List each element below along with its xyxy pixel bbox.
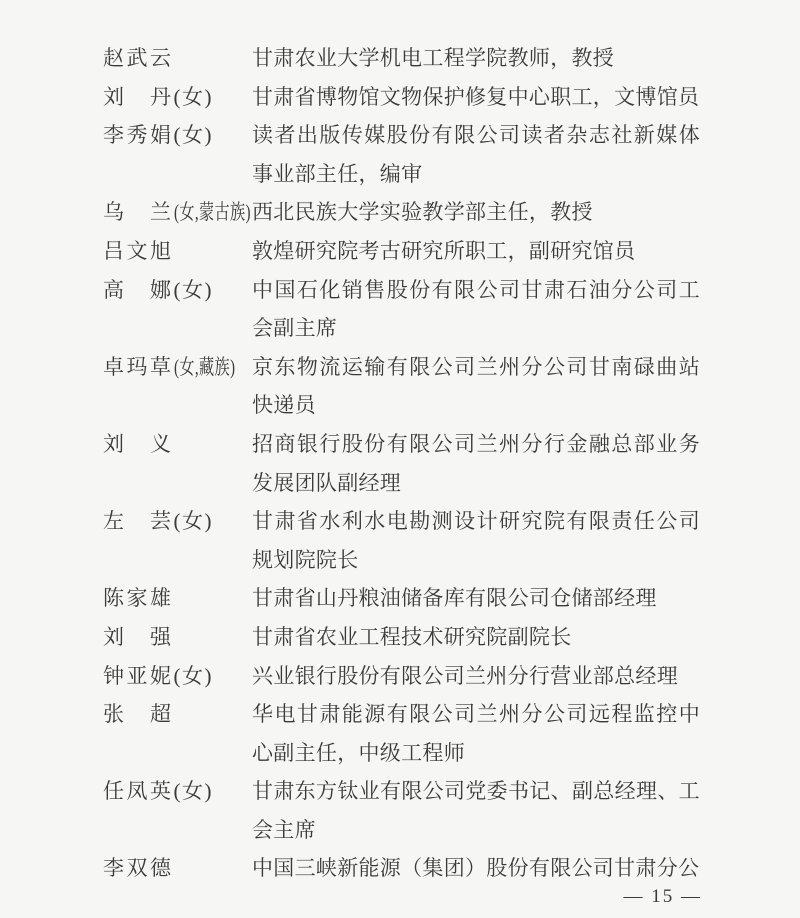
name-cell bbox=[103, 657, 252, 696]
list-item bbox=[103, 78, 703, 117]
person-name: 陈家雄 bbox=[103, 586, 174, 611]
list-item bbox=[103, 39, 703, 78]
person-name: 乌 兰 bbox=[103, 200, 174, 225]
person-name: 刘 义 bbox=[103, 431, 174, 456]
list-item bbox=[103, 425, 703, 502]
name-cell bbox=[103, 502, 252, 541]
person-position-description bbox=[252, 39, 700, 78]
name-cell bbox=[103, 579, 252, 618]
name-cell bbox=[103, 193, 252, 232]
person-gender-ethnic-note: (女,藏族) bbox=[173, 354, 235, 379]
name-cell bbox=[103, 78, 252, 117]
person-name: 左 芸 bbox=[103, 509, 174, 534]
person-name: 张 超 bbox=[103, 702, 174, 727]
description-line: 心副主任，中级工程师 bbox=[252, 740, 465, 765]
person-position-description bbox=[252, 579, 700, 618]
name-cell bbox=[103, 232, 252, 271]
list-item bbox=[103, 579, 703, 618]
description-line: 甘肃省山丹粮油储备库有限公司仓储部经理 bbox=[252, 586, 657, 611]
person-name: 卓玛草 bbox=[103, 354, 174, 379]
description-line: 发展团队副经理 bbox=[252, 470, 402, 495]
page-number: — 15 — bbox=[623, 886, 702, 907]
person-gender-ethnic-note: (女) bbox=[173, 84, 213, 109]
person-position-description bbox=[252, 657, 700, 696]
person-gender-ethnic-note: (女) bbox=[173, 663, 213, 688]
person-name: 刘 强 bbox=[103, 624, 174, 649]
name-cell bbox=[103, 772, 252, 811]
person-name: 刘 丹 bbox=[103, 84, 174, 109]
list-item bbox=[103, 232, 703, 271]
name-cell bbox=[103, 116, 252, 155]
person-name: 李双德 bbox=[103, 856, 174, 881]
person-name: 钟亚妮 bbox=[103, 663, 174, 688]
list-item bbox=[103, 618, 703, 657]
name-cell bbox=[103, 849, 252, 888]
description-line: 京东物流运输有限公司兰州分公司甘南碌曲站 bbox=[252, 354, 700, 379]
person-gender-ethnic-note: (女) bbox=[173, 779, 213, 804]
description-line: 事业部主任，编审 bbox=[252, 161, 423, 186]
description-line: 读者出版传媒股份有限公司读者杂志社新媒体 bbox=[252, 123, 700, 148]
person-gender-ethnic-note: (女) bbox=[173, 277, 213, 302]
list-item bbox=[103, 772, 703, 849]
name-cell bbox=[103, 271, 252, 310]
person-position-description bbox=[252, 618, 700, 657]
person-position-description bbox=[252, 116, 700, 193]
description-line: 甘肃省水利水电勘测设计研究院有限责任公司 bbox=[252, 509, 700, 534]
person-name: 赵武云 bbox=[103, 46, 174, 70]
list-item bbox=[103, 116, 703, 193]
person-position-description bbox=[252, 772, 700, 849]
description-line: 敦煌研究院考古研究所职工，副研究馆员 bbox=[252, 238, 636, 263]
description-line: 规划院院长 bbox=[252, 547, 359, 572]
person-position-description bbox=[252, 425, 700, 502]
list-item bbox=[103, 271, 703, 348]
person-gender-ethnic-note: (女) bbox=[173, 509, 213, 534]
person-name: 任凤英 bbox=[103, 779, 174, 804]
description-line: 中国三峡新能源（集团）股份有限公司甘肃分公 bbox=[252, 856, 700, 881]
person-position-description bbox=[252, 271, 700, 348]
description-line: 兴业银行股份有限公司兰州分行营业部总经理 bbox=[252, 663, 678, 688]
description-line: 快递员 bbox=[252, 393, 316, 418]
person-gender-ethnic-note: (女) bbox=[173, 123, 213, 148]
list-item bbox=[103, 695, 703, 772]
description-line: 会副主席 bbox=[252, 316, 338, 341]
person-position-description bbox=[252, 348, 700, 425]
list-item bbox=[103, 502, 703, 579]
description-line: 甘肃东方钛业有限公司党委书记、副总经理、工 bbox=[252, 779, 700, 804]
description-line: 中国石化销售股份有限公司甘肃石油分公司工 bbox=[252, 277, 700, 302]
person-position-description bbox=[252, 78, 700, 117]
person-name: 高 娜 bbox=[103, 277, 174, 302]
name-cell bbox=[103, 425, 252, 464]
person-name: 李秀娟 bbox=[103, 123, 174, 148]
name-cell bbox=[103, 39, 252, 78]
list-item bbox=[103, 657, 703, 696]
description-line: 会主席 bbox=[252, 817, 316, 842]
description-line: 华电甘肃能源有限公司兰州分公司远程监控中 bbox=[252, 702, 700, 727]
person-position-description bbox=[252, 695, 700, 772]
list-item bbox=[103, 849, 703, 888]
list-item bbox=[103, 348, 703, 425]
description-line: 西北民族大学实验教学部主任，教授 bbox=[252, 200, 593, 225]
name-cell bbox=[103, 618, 252, 657]
honoree-list bbox=[103, 39, 703, 888]
description-line: 甘肃省农业工程技术研究院副院长 bbox=[252, 624, 572, 649]
person-position-description bbox=[252, 193, 700, 232]
person-position-description bbox=[252, 502, 700, 579]
person-name: 吕文旭 bbox=[103, 238, 174, 263]
name-cell bbox=[103, 348, 252, 387]
description-line: 甘肃农业大学机电工程学院教师，教授 bbox=[252, 46, 615, 70]
person-gender-ethnic-note: (女,蒙古族) bbox=[173, 200, 251, 225]
person-position-description bbox=[252, 232, 700, 271]
list-item bbox=[103, 193, 703, 232]
description-line: 甘肃省博物馆文物保护修复中心职工，文博馆员 bbox=[252, 84, 700, 109]
person-position-description bbox=[252, 849, 700, 888]
name-cell bbox=[103, 695, 252, 734]
description-line: 招商银行股份有限公司兰州分行金融总部业务 bbox=[252, 431, 700, 456]
